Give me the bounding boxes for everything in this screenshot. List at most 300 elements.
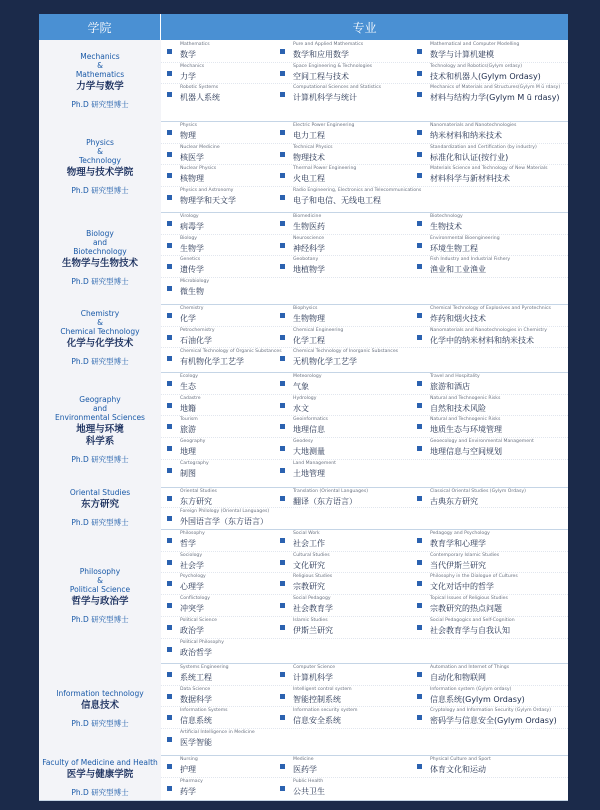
square-bullet-icon xyxy=(167,446,172,451)
major-item xyxy=(161,638,274,660)
major-item xyxy=(161,40,274,62)
major-name-cn: 自动化和物联网 xyxy=(430,673,486,682)
major-name-en: Cryptology and Information Security (Gylym Ordasy) xyxy=(430,708,552,714)
majors-cell xyxy=(161,304,568,372)
major-name-cn: 地籍 xyxy=(180,403,196,413)
major-item xyxy=(161,616,274,638)
major-name-cn: 生物物理 xyxy=(293,314,325,323)
major-name-en: Religious Studies xyxy=(293,574,333,580)
square-bullet-icon xyxy=(167,92,172,97)
major-name-en: Geobotany xyxy=(293,257,319,263)
square-bullet-icon xyxy=(280,71,285,76)
major-item xyxy=(274,143,411,165)
major-name-cn: 生物技术 xyxy=(430,222,462,231)
degree-label: Ph.D 研究型博士 xyxy=(71,787,129,797)
major-item xyxy=(411,304,568,326)
major-name-cn: 无机物化学工艺学 xyxy=(293,357,357,367)
major-name-en: Physics xyxy=(180,123,197,128)
major-item xyxy=(161,777,274,799)
major-name-en: Social Work xyxy=(293,531,320,536)
faculty-section xyxy=(39,529,568,664)
major-item xyxy=(161,755,274,777)
square-bullet-icon xyxy=(167,264,172,269)
major-name-cn: 地质生态与环境管理 xyxy=(430,425,502,435)
majors-cell xyxy=(161,529,568,663)
square-bullet-icon xyxy=(417,446,422,451)
major-item xyxy=(411,755,568,777)
major-item xyxy=(161,212,274,234)
major-item xyxy=(274,685,411,707)
square-bullet-icon xyxy=(167,195,172,200)
faculty-name-cn: 地理与环境 科学系 xyxy=(76,423,124,447)
programs-table xyxy=(39,14,568,800)
major-item xyxy=(411,616,568,638)
major-name-en: Pure and Applied Mathematics xyxy=(293,42,364,47)
degree-label: Ph.D 研究型博士 xyxy=(71,277,129,286)
major-name-en: Intelligent control system xyxy=(293,686,352,692)
faculty-cell xyxy=(39,304,161,372)
major-item xyxy=(411,164,568,186)
faculty-cell xyxy=(39,487,161,529)
faculty-cell xyxy=(39,372,161,487)
square-bullet-icon xyxy=(417,560,422,565)
major-name-en: Ecology xyxy=(180,374,198,379)
major-item xyxy=(161,83,274,105)
major-name-cn: 生态 xyxy=(180,382,196,391)
square-bullet-icon xyxy=(417,715,422,720)
major-name-en: Topical Issues of Religious Studies xyxy=(430,596,508,602)
major-name-en: Fish Industry and Industrial Fishery xyxy=(430,257,511,263)
degree-label: Ph.D 研究型博士 xyxy=(71,99,129,109)
square-bullet-icon xyxy=(167,71,172,76)
square-bullet-icon xyxy=(280,786,285,791)
square-bullet-icon xyxy=(280,335,285,340)
square-bullet-icon xyxy=(167,313,172,318)
square-bullet-icon xyxy=(280,538,285,543)
faculty-name-en: Faculty of Medicine and Health xyxy=(42,757,158,767)
square-bullet-icon xyxy=(280,264,285,269)
major-name-en: Natural and Technogenic Risks xyxy=(430,417,501,423)
major-item xyxy=(274,255,411,277)
square-bullet-icon xyxy=(280,381,285,386)
square-bullet-icon xyxy=(167,737,172,742)
faculty-cell xyxy=(39,121,161,212)
square-bullet-icon xyxy=(417,92,422,97)
major-name-cn: 地理 xyxy=(180,447,196,457)
major-item xyxy=(411,437,568,459)
major-item xyxy=(161,372,274,394)
square-bullet-icon xyxy=(280,130,285,135)
major-item xyxy=(161,551,274,573)
square-bullet-icon xyxy=(417,672,422,677)
faculty-cell xyxy=(39,212,161,304)
square-bullet-icon xyxy=(167,152,172,157)
major-name-cn: 数学和应用数学 xyxy=(293,50,349,59)
square-bullet-icon xyxy=(280,152,285,157)
major-name-en: Pedagogy and Psychology xyxy=(430,531,490,536)
major-name-en: Nuclear Medicine xyxy=(180,144,220,150)
major-name-en: Cultural Studies xyxy=(293,552,330,558)
major-item xyxy=(411,529,568,551)
major-name-cn: 信息系统 xyxy=(180,716,212,726)
square-bullet-icon xyxy=(417,49,422,54)
major-name-cn: 伊斯兰研究 xyxy=(293,625,333,635)
major-name-en: Chemical Technology of Explosives and Pyrotechnics xyxy=(430,306,551,311)
faculty-cell xyxy=(39,755,161,800)
faculty-section xyxy=(39,372,568,488)
square-bullet-icon xyxy=(417,221,422,226)
major-name-en: Thermal Power Engineering xyxy=(293,166,357,172)
faculty-name-en: Mechanics & Mathematics xyxy=(75,51,125,79)
square-bullet-icon xyxy=(167,581,172,586)
major-name-en: Nanomaterials and Nanotechnologies in Chemistry xyxy=(430,327,547,333)
square-bullet-icon xyxy=(167,496,172,501)
square-bullet-icon xyxy=(167,468,172,473)
major-item xyxy=(274,437,411,459)
major-name-cn: 冲突学 xyxy=(180,604,204,614)
major-name-en: Biomedicine xyxy=(293,214,322,219)
major-item xyxy=(274,304,411,326)
major-name-en: Chemistry xyxy=(180,306,204,311)
major-name-en: Travel and Hospitality xyxy=(430,374,480,379)
square-bullet-icon xyxy=(280,694,285,699)
faculty-section xyxy=(39,487,568,530)
major-name-en: Systems Engineering xyxy=(180,665,229,670)
major-name-cn: 护理 xyxy=(180,765,196,774)
major-name-en: Artificial Intelligence in Medicine xyxy=(180,730,255,736)
major-item xyxy=(161,706,274,728)
major-name-en: Data Science xyxy=(180,686,211,692)
major-name-cn: 翻译（东方语言） xyxy=(293,497,357,506)
major-name-cn: 环境生物工程 xyxy=(430,243,478,253)
major-name-cn: 生物学 xyxy=(180,243,204,253)
major-name-en: Classical Oriental Studies (Gylym Ordasy) xyxy=(430,489,526,494)
major-name-en: Virology xyxy=(180,214,199,219)
major-item xyxy=(411,83,568,105)
faculty-name-en: Biology and Biotechnology xyxy=(73,229,127,256)
major-name-en: Geoecology and Environmental Management xyxy=(430,439,534,445)
major-item xyxy=(411,594,568,616)
major-name-en: Biotechnology xyxy=(430,214,463,219)
major-item xyxy=(161,164,274,186)
major-name-cn: 材料与结构力学(Gylym M ū rdasy) xyxy=(430,93,560,103)
major-name-en: Psychology xyxy=(180,574,206,580)
major-name-cn: 神经科学 xyxy=(293,243,325,253)
square-bullet-icon xyxy=(417,764,422,769)
square-bullet-icon xyxy=(417,313,422,318)
degree-label: Ph.D 研究型博士 xyxy=(71,357,129,366)
major-name-cn: 火电工程 xyxy=(293,174,325,184)
square-bullet-icon xyxy=(167,403,172,408)
major-name-cn: 数学与计算机建模 xyxy=(430,50,494,59)
major-item xyxy=(161,459,274,481)
major-name-cn: 化学工程 xyxy=(293,335,325,345)
major-name-cn: 炸药和烟火技术 xyxy=(430,314,486,323)
major-name-cn: 文化对话中的哲学 xyxy=(430,582,494,592)
major-name-cn: 旅游 xyxy=(180,425,196,435)
major-name-en: Social Pedagogy xyxy=(293,596,331,602)
major-name-en: Geodesy xyxy=(293,439,314,445)
faculty-name-cn: 哲学与政治学 xyxy=(71,596,129,607)
major-item xyxy=(411,663,568,685)
major-name-cn: 大地测量 xyxy=(293,447,325,457)
degree-label: Ph.D 研究型博士 xyxy=(71,615,129,624)
major-item xyxy=(161,507,274,529)
major-name-cn: 生物医药 xyxy=(293,222,325,231)
major-name-en: Conflictology xyxy=(180,596,210,602)
faculty-name-cn: 力学与数学 xyxy=(76,80,124,92)
square-bullet-icon xyxy=(280,603,285,608)
faculty-name-cn: 信息技术 xyxy=(80,700,119,711)
major-item xyxy=(411,62,568,84)
square-bullet-icon xyxy=(417,424,422,429)
square-bullet-icon xyxy=(280,446,285,451)
faculty-name-cn: 化学与化学技术 xyxy=(66,338,134,349)
major-name-en: Space Engineering & Technologies xyxy=(293,63,373,69)
major-item xyxy=(274,186,422,208)
major-name-cn: 医药学 xyxy=(293,765,317,774)
square-bullet-icon xyxy=(167,560,172,565)
major-item xyxy=(274,459,411,481)
faculty-section xyxy=(39,212,568,305)
square-bullet-icon xyxy=(417,173,422,178)
major-name-en: Genetics xyxy=(180,257,201,263)
faculty-cell xyxy=(39,529,161,663)
square-bullet-icon xyxy=(417,243,422,248)
major-name-en: Radio Engineering, Electronics and Telecommunications xyxy=(293,188,422,194)
square-bullet-icon xyxy=(417,130,422,135)
major-name-en: Political Science xyxy=(180,617,217,623)
square-bullet-icon xyxy=(167,786,172,791)
major-name-cn: 信息系统(Gylym Ordasy) xyxy=(430,694,525,704)
major-item xyxy=(274,326,411,348)
major-item xyxy=(411,394,568,416)
faculty-name-en: Chemistry & Chemical Technology xyxy=(60,309,140,336)
major-item xyxy=(161,234,274,256)
major-name-cn: 气象 xyxy=(293,382,309,391)
faculty-name-cn: 东方研究 xyxy=(80,499,119,510)
square-bullet-icon xyxy=(417,152,422,157)
major-name-en: Nanomaterials and Nanotechnologies xyxy=(430,123,517,128)
square-bullet-icon xyxy=(417,403,422,408)
major-item xyxy=(411,326,568,348)
major-name-cn: 微生物 xyxy=(180,287,204,297)
major-name-en: Public Health xyxy=(293,778,324,784)
major-item xyxy=(161,529,274,551)
square-bullet-icon xyxy=(280,496,285,501)
majors-cell xyxy=(161,212,568,304)
major-item xyxy=(411,234,568,256)
major-name-cn: 标准化和认证(按行业) xyxy=(430,152,509,162)
major-name-cn: 地理信息 xyxy=(293,425,325,435)
major-item xyxy=(274,372,411,394)
major-item xyxy=(274,755,411,777)
major-name-en: Mechanics xyxy=(180,63,205,69)
major-item xyxy=(274,40,411,62)
major-name-en: Contemporary Islamic Studies xyxy=(430,552,500,558)
major-name-en: Materials Science and Technology of New Materials xyxy=(430,166,548,172)
major-name-cn: 心理学 xyxy=(180,582,204,592)
major-name-en: Chemical Technology of Inorganic Substances xyxy=(293,349,399,355)
major-name-cn: 电子和电信、无线电工程 xyxy=(293,196,381,206)
major-item xyxy=(161,394,274,416)
majors-cell xyxy=(161,40,568,121)
major-name-cn: 渔业和工业渔业 xyxy=(430,265,486,275)
square-bullet-icon xyxy=(417,625,422,630)
major-name-en: Hydrology xyxy=(293,395,317,401)
square-bullet-icon xyxy=(167,243,172,248)
major-name-cn: 药学 xyxy=(180,786,196,796)
major-name-cn: 哲学 xyxy=(180,539,196,548)
major-name-en: Environmental Bioengineering xyxy=(430,235,500,241)
square-bullet-icon xyxy=(167,286,172,291)
major-item xyxy=(161,437,274,459)
major-name-en: Automation and Internet of Things xyxy=(430,665,510,670)
major-name-cn: 纳米材料和纳米技术 xyxy=(430,131,502,140)
major-name-en: Nursing xyxy=(180,757,198,762)
major-name-en: Islamic Studies xyxy=(293,617,328,623)
square-bullet-icon xyxy=(280,195,285,200)
major-name-en: Land Management xyxy=(293,460,336,466)
major-name-en: Geoinformatics xyxy=(293,417,328,423)
faculty-section xyxy=(39,40,568,122)
major-item xyxy=(411,40,568,62)
square-bullet-icon xyxy=(280,92,285,97)
major-name-en: Translation (Oriental Languages) xyxy=(293,489,369,494)
faculty-name-en: Philosophy & Political Science xyxy=(69,567,131,594)
major-name-cn: 社会教育学 xyxy=(293,604,333,614)
major-item xyxy=(274,212,411,234)
major-name-cn: 智能控制系统 xyxy=(293,694,341,704)
square-bullet-icon xyxy=(280,424,285,429)
square-bullet-icon xyxy=(167,173,172,178)
major-name-en: Philosophy xyxy=(180,531,205,536)
square-bullet-icon xyxy=(167,130,172,135)
major-name-en: Biophysics xyxy=(293,306,318,311)
major-name-en: Electric Power Engineering xyxy=(293,123,355,128)
major-name-en: Information system (Gylym ordasy) xyxy=(430,686,512,692)
major-item xyxy=(274,415,411,437)
major-item xyxy=(161,663,274,685)
faculty-section xyxy=(39,755,568,801)
faculty-name-cn: 医学与健康学院 xyxy=(66,768,134,780)
square-bullet-icon xyxy=(167,647,172,652)
square-bullet-icon xyxy=(417,496,422,501)
square-bullet-icon xyxy=(167,335,172,340)
square-bullet-icon xyxy=(167,672,172,677)
major-item xyxy=(161,143,274,165)
major-name-en: Standardization and Certification (by industry) xyxy=(430,144,537,150)
faculty-name-cn: 物理与技术学院 xyxy=(66,166,134,178)
major-item xyxy=(411,685,568,707)
square-bullet-icon xyxy=(280,221,285,226)
degree-label: Ph.D 研究型博士 xyxy=(71,719,129,728)
major-item xyxy=(411,487,568,509)
major-name-en: Information security system xyxy=(293,708,358,714)
major-item xyxy=(161,728,274,750)
major-name-cn: 教育学和心理学 xyxy=(430,539,486,548)
major-name-en: Social Pedagogics and Self-Cognition xyxy=(430,617,515,623)
major-item xyxy=(274,706,411,728)
faculty-section xyxy=(39,121,568,213)
major-name-cn: 体育文化和运动 xyxy=(430,765,486,774)
major-item xyxy=(161,685,274,707)
major-name-en: Chemical Engineering xyxy=(293,327,344,333)
major-item xyxy=(274,121,411,143)
major-item xyxy=(274,594,411,616)
square-bullet-icon xyxy=(167,424,172,429)
square-bullet-icon xyxy=(280,403,285,408)
major-name-cn: 病毒学 xyxy=(180,222,204,231)
square-bullet-icon xyxy=(167,381,172,386)
major-name-cn: 古典东方研究 xyxy=(430,497,478,506)
major-name-cn: 土地管理 xyxy=(293,468,325,478)
major-item xyxy=(161,487,274,509)
square-bullet-icon xyxy=(417,71,422,76)
major-name-cn: 计算机科学与统计 xyxy=(293,93,357,103)
major-item xyxy=(274,529,411,551)
major-name-en: Medicine xyxy=(293,757,314,762)
major-item xyxy=(161,326,274,348)
faculty-name-cn: 生物学与生物技术 xyxy=(61,258,138,269)
majors-cell xyxy=(161,755,568,800)
major-name-en: Neuroscience xyxy=(293,235,325,241)
major-name-cn: 社会工作 xyxy=(293,539,325,548)
major-name-cn: 物理 xyxy=(180,131,196,140)
major-name-en: Mathematics xyxy=(180,42,210,47)
major-item xyxy=(411,143,568,165)
major-name-cn: 核医学 xyxy=(180,152,204,162)
major-item xyxy=(411,706,568,728)
major-name-en: Geography xyxy=(180,439,206,445)
major-name-en: Biology xyxy=(180,235,197,241)
major-item xyxy=(161,594,274,616)
square-bullet-icon xyxy=(417,538,422,543)
major-name-cn: 石油化学 xyxy=(180,335,212,345)
square-bullet-icon xyxy=(280,764,285,769)
major-item xyxy=(411,121,568,143)
major-item xyxy=(274,663,411,685)
square-bullet-icon xyxy=(280,625,285,630)
major-name-cn: 宗教研究 xyxy=(293,582,325,592)
major-item xyxy=(161,62,274,84)
major-item xyxy=(274,487,411,509)
square-bullet-icon xyxy=(167,603,172,608)
major-name-en: Petrochemistry xyxy=(180,327,215,333)
major-name-en: Nuclear Physics xyxy=(180,166,217,172)
major-name-cn: 有机物化学工艺学 xyxy=(180,357,244,367)
major-item xyxy=(411,212,568,234)
major-name-en: Chemical Technology of Organic Substances xyxy=(180,349,282,355)
major-name-cn: 政治学 xyxy=(180,625,204,635)
faculty-cell xyxy=(39,40,161,121)
header-faculty: 学院 xyxy=(39,14,160,40)
major-name-cn: 机器人系统 xyxy=(180,93,220,103)
square-bullet-icon xyxy=(167,221,172,226)
major-name-cn: 文化研究 xyxy=(293,560,325,570)
square-bullet-icon xyxy=(280,672,285,677)
major-name-cn: 数学 xyxy=(180,50,196,59)
major-item xyxy=(274,572,411,594)
major-name-cn: 社会学 xyxy=(180,560,204,570)
major-name-en: Political Philosophy xyxy=(180,639,224,645)
major-item xyxy=(161,186,274,208)
major-name-cn: 水文 xyxy=(293,403,309,413)
major-item xyxy=(411,255,568,277)
square-bullet-icon xyxy=(167,694,172,699)
major-name-en: Pharmacy xyxy=(180,778,203,784)
major-name-cn: 材料科学与新材料技术 xyxy=(430,174,510,184)
